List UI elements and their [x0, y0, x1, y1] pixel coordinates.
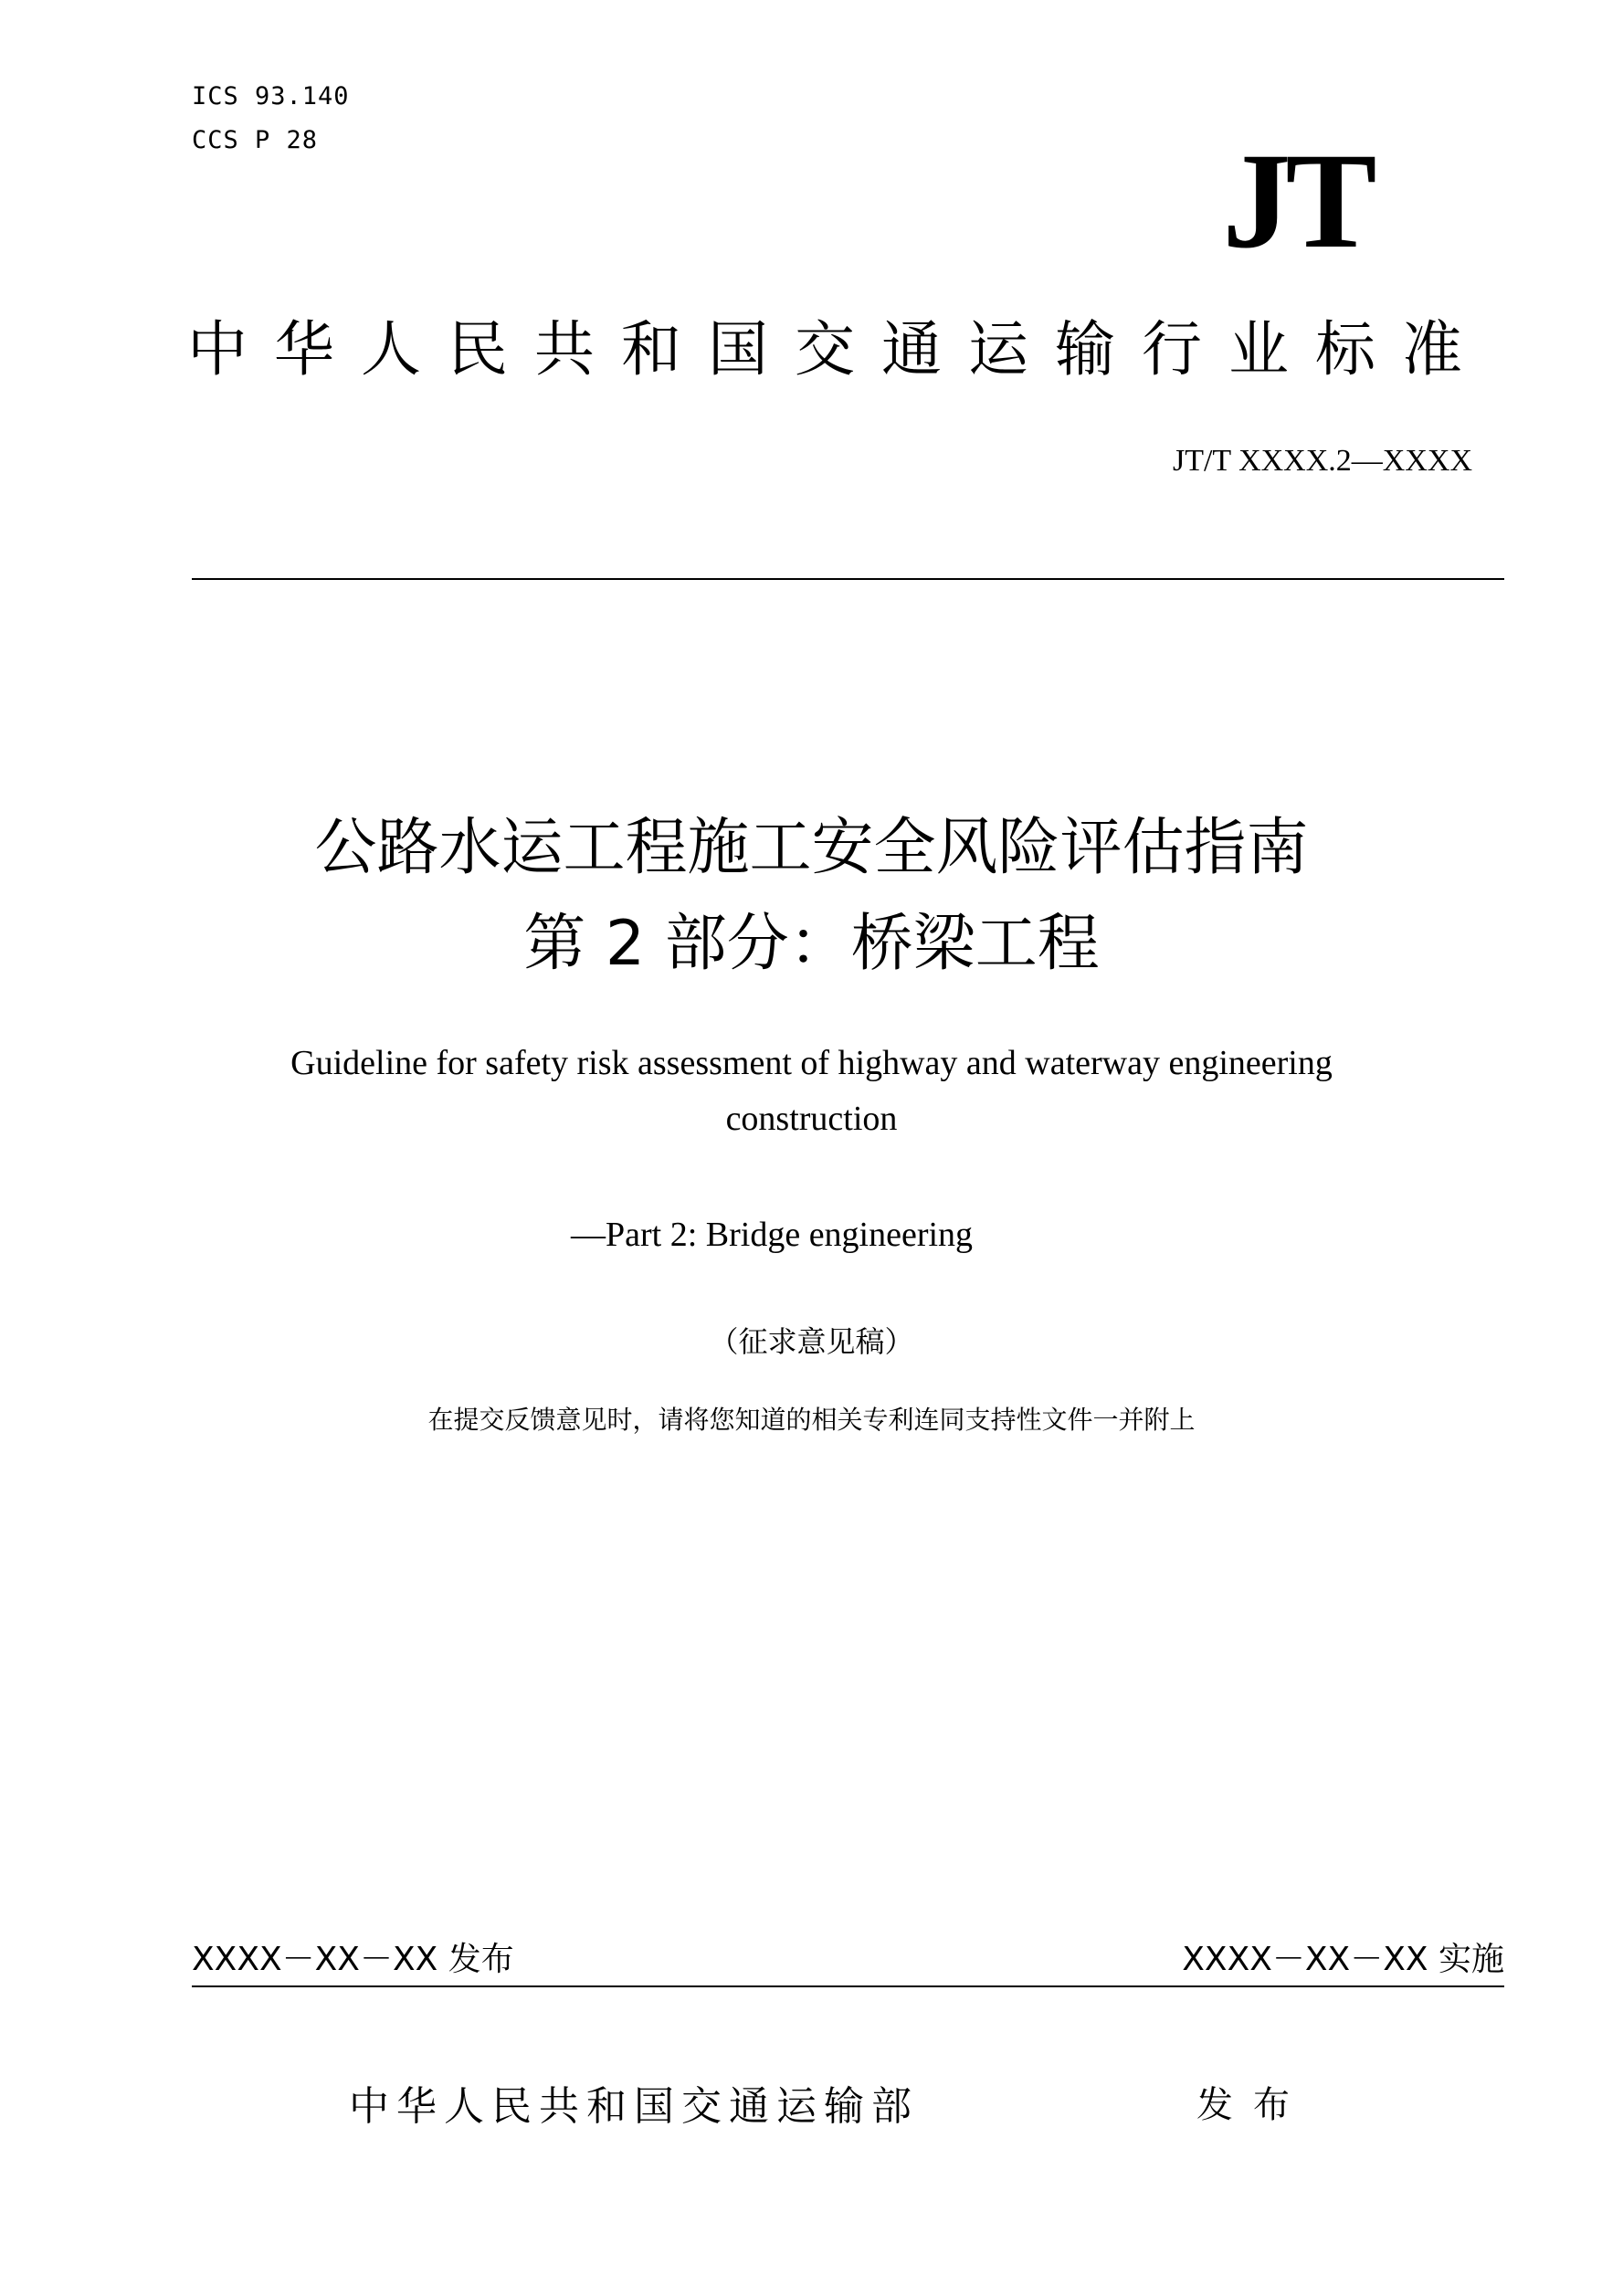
title-en-line2: construction: [725, 1100, 898, 1138]
title-zh-line2: 第 2 部分：桥梁工程: [523, 908, 1100, 980]
standard-number: JT/T XXXX.2—XXXX: [1172, 444, 1472, 478]
bottom-divider: [192, 1985, 1504, 1987]
title-en-line1: Guideline for safety risk assessment of highway and waterway engineering: [290, 1044, 1333, 1082]
issue-date: XXXX－XX－XX 发布: [192, 1941, 514, 1978]
draft-status: （征求意见稿）: [709, 1325, 914, 1358]
implementation-date: XXXX－XX－XX 实施: [1182, 1941, 1504, 1978]
ics-code: ICS 93.140: [192, 82, 350, 111]
jt-logo: [1160, 155, 1434, 256]
standard-type: 中华人民共和国交通运输行业标准: [187, 314, 1489, 384]
title-zh-line1: 公路水运工程施工安全风险评估指南: [314, 812, 1309, 884]
patent-notice: 在提交反馈意见时，请将您知道的相关专利连同支持性文件一并附上: [427, 1406, 1196, 1435]
issuing-authority: 中华人民共和国交通运输部: [349, 2083, 919, 2130]
ccs-code: CCS P 28: [192, 126, 319, 154]
top-divider: [192, 578, 1504, 580]
issue-label: 发布: [1196, 2084, 1310, 2126]
title-en-part: —Part 2: Bridge engineering: [571, 1216, 974, 1254]
jt-logo-text: JT: [1222, 155, 1372, 256]
